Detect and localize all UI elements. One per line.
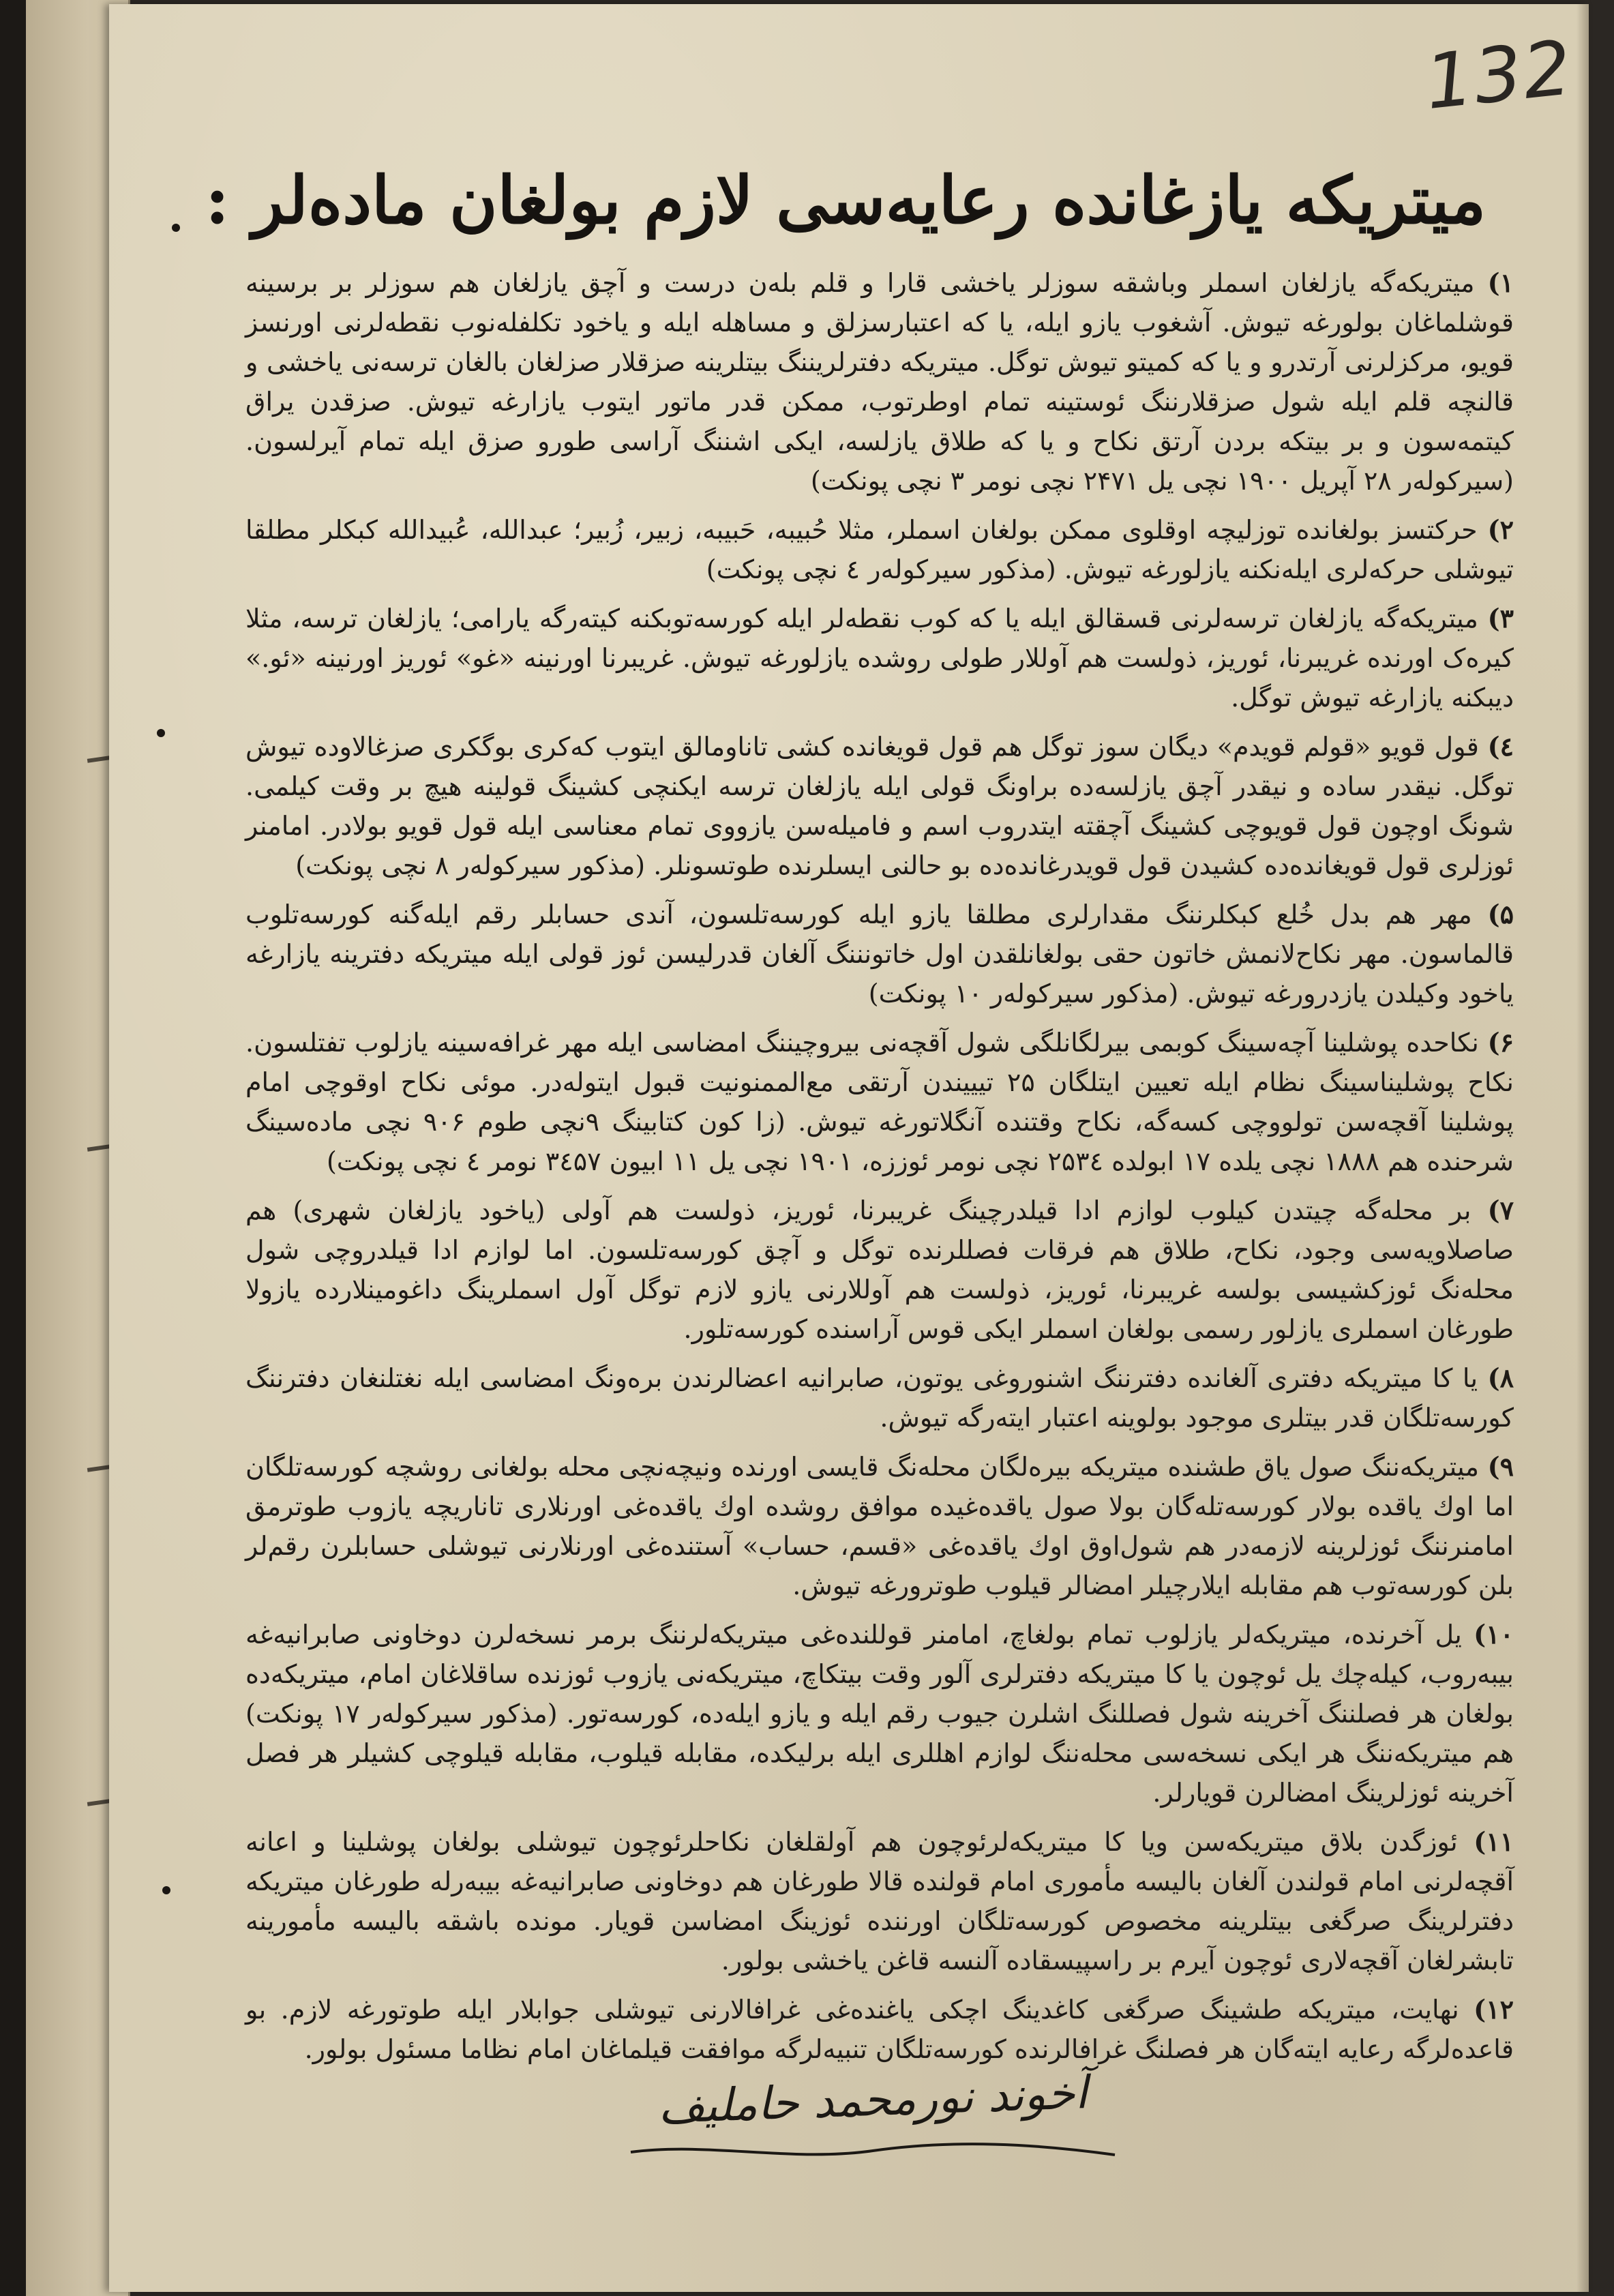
paragraph-number: ۸): [1487, 1362, 1514, 1393]
margin-mark: [157, 729, 165, 737]
paragraph-number: ۱۰): [1474, 1619, 1514, 1650]
document-title: میتریکه یازغانده رعایه‌سی لازم بولغان ماده‌لر :: [205, 162, 1486, 239]
paragraph-6: [245, 1023, 1514, 1181]
margin-mark: [172, 224, 180, 232]
paragraph-number: ۷): [1487, 1195, 1514, 1225]
paragraph-5: [245, 895, 1514, 1013]
paragraph-text: یا کا میتریکه دفتری آلغانده دفترننگ اشنوروغی یوتون، صابرانیه اعضالرندن بره‌ونگ امضاسی ایله نغتلنغان دفترننگ کورسه‌تلگان قدر بیتلری موجود بولوینه اعتبار ایته‌رگه تیوش.: [245, 1363, 1514, 1433]
paragraph-number: ۲): [1487, 514, 1514, 545]
paragraph-number: ۱۱): [1474, 1826, 1514, 1857]
paragraph-text: میتریکه‌گه یازلغان ترسه‌لرنی قسقالق ایله یا که کوب نقطه‌لر ایله کورسه‌توبکنه کیته‌رگه یارامی؛ یازلغان ترسه، مثلا کیره‌ک اورنده غریبرنا، ئوریز، ذولست هم آوللار طولی روشده یازلورغه تیوش. غریبرنا اورنینه «غو» ئوریز اورنینه «ئو.» دیبکنه یازارغه تیوش توگل.: [245, 603, 1514, 713]
signature-flourish: [627, 2138, 1118, 2166]
paragraph-4: [245, 727, 1514, 885]
paragraph-text: ئوزگدن بلاق میتریکه‌سن ویا کا میتریکه‌لرئوچون هم آولقلغان نکاحلرئوچون تیوشلی بولغان پوشلینا و اعانه آقچه‌لرنی امام قولندن آلغان بالیسه مأموری امام قولنده قالا طورغان هم دوخاونی صابرانیه‌غه بیبه‌رله طورغان میتریکه دفترلرینگ صرگغی بیتلرینه مخصوص کورسه‌تلگان اورننده ئوزینگ امضاسن قویار. مونده باشقه بالیسه مأمورینه تابشرلغان آقچه‌لاری ئوچون آیرم بر راسپیسقاده آلنسه قاغن یاخشی بولور.: [245, 1827, 1514, 1976]
paragraph-8: [245, 1358, 1514, 1437]
binding-strip: [0, 0, 26, 2296]
paragraph-text: نهایت، میتریکه طشینگ صرگغی کاغدینگ اچکی یاغنده‌غی غرافالارنی تیوشلی جوابلار ایله طوتورغه لازم. بو قاعده‌لرگه رعایه ایته‌گان هر فصلنگ غرافالرنده کورسه‌تلگان تنبیه‌لرگه موافقت قیلماغان امام نظاما مسئول بولور.: [245, 1995, 1514, 2064]
paragraph-number: ۹): [1487, 1451, 1514, 1482]
paragraph-7: [245, 1191, 1514, 1349]
paragraph-text: میتریکه‌گه یازلغان اسملر وباشقه سوزلر یاخشی قارا و قلم بله‌ن درست و آچق یازلغان هم سوزلر بر برسینه قوشلماغان بولورغه تیوش. آشغوب یازو ایله، یا که اعتبارسزلق و مساهله ایله و یاخود تکلفله‌نوب نقطه‌لرنی اورنسز قویو، مرکزلرنی آرتدرو و یا که کمیتو تیوش توگل. میتریکه دفترلریننگ بیتلرینه صزقلار صزلغان بالغان ترسه‌نی یاخشی و قالنچه قلم ایله شول صزقلارننگ ئوستینه تمام اوطرتوب، ممکن قدر ماتور ایتوب یازارغه تیوش. صزقدن یراق کیتمه‌سون و بر بیتکه بردن آرتق نکاح و یا که طلاق یازلسه، ایکی اشننگ آراسی طورو صزق ایله تمام آیرلسون. (سیرکوله‌ر ۲۸ آپریل ۱۹۰۰ نچی یل ۲۴۷۱ نچی نومر ۳ نچی پونکت): [245, 268, 1514, 496]
paragraph-number: ۱۲): [1474, 1994, 1514, 2025]
paragraph-number: ۶): [1487, 1027, 1514, 1058]
paragraph-text: بر محله‌گه چیتدن کیلوب لوازم ادا قیلدرچینگ غریبرنا، ئوریز، ذولست هم آولی (یاخود یازلغان شهری) هم صاصلاویه‌سی وجود، نکاح، طلاق هم فرقات فصللرنده توگل و آچق کورسه‌تلسون. اما لوازم ادا قیلدروچی شول محله‌نگ ئوزکشیسی بولسه غریبرنا، ئوریز، ذولست هم آوللارنی یازو لازم توگل آول اسملرینگ داغومینلارده یازولا طورغان اسملری یازلور رسمی بولغان اسملر ایکی قوس آراسنده کورسه‌تلور.: [245, 1195, 1514, 1344]
document-body: [245, 263, 1514, 2078]
paragraph-2: [245, 510, 1514, 589]
paragraph-12: [245, 1990, 1514, 2069]
paragraph-9: [245, 1447, 1514, 1605]
paragraph-text: یل آخرنده، میتریکه‌لر یازلوب تمام بولغاچ، امامنر قوللنده‌غی میتریکه‌لرننگ برمر نسخه‌لرن دوخاونی صابرانیه‌غه بیبه‌روب، کیله‌چك یل ئوچون یا کا میتریکه دفترلری آلور وقت بیتکاچ، میتریکه‌نی یازوب ئوزنده ساقلاغان امام، میتریکه‌ده بولغان هر فصلننگ آخرینه شول فصللنگ اشلرن جیوب رقم ایله و یازو ایله‌ده، کورسه‌تور. (مذکور سیرکوله‌ر ۱۷ پونکت) هم میتریکه‌ننگ هر ایکی نسخه‌سی محله‌ننگ لوازم اهللری ایله برلیکده، مقابله قیلوب، مقابله قیلوچی کشیلر هر فصل آخرینه ئوزلرینگ امضالرن قویارلر.: [245, 1620, 1514, 1808]
paragraph-number: ۳): [1487, 603, 1514, 633]
page-number: 132: [1420, 24, 1577, 126]
paragraph-text: نکاحده پوشلینا آچه‌سینگ کوبمی بیرلگانلگی شول آقچه‌نی بیروچیننگ امضاسی ایله مهر غرافه‌سینه یازلوب تفتلسون. نکاح پوشلیناسینگ نظام ایله تعیین ایتلگان ۲۵ تیییندن آرتقی مع‌الممنونیت قبول ایتوله‌در. موئی نکاح اوقوچی امام پوشلینا آقچه‌سن تولووچی کسه‌گه، نکاح وقتنده آنگلاتورغه تیوش. (زا کون کتابینگ ۹نچی طوم ۹۰۶ نچی ماده‌سینگ شرحنده هم ۱۸۸۸ نچی یلده ۱۷ ابولده ۲۵۳٤ نچی نومر ئوززه، ۱۹۰۱ نچی یل ۱۱ ابیون ۳٤۵۷ نومر ٤ نچی پونکت): [245, 1028, 1514, 1176]
signature: آخوند نورمحمد حاملیف: [657, 2066, 1088, 2134]
paragraph-text: قول قویو «قولم قویدم» دیگان سوز توگل هم قول قویغانده کشی تاناومالق ایتوب که‌کری بوگکری صزغالاوده تیوش توگل. نیقدر ساده و نیقدر آچق یازلسه‌ده براونگ قولی ایله یازلغان ترسه ایکنچی کشینگ قولینه هیچ بر وقت کیلمی. شونگ اوچون قول قویوچی کشینگ آچقته ایتدروب اسم و فامیله‌سن یازووی تمام معناسی ایله قول قویو بولادر. امامنر ئوزلری قول قویغانده‌ده کشیدن قول قویدرغانده‌ده بو حالنی ایسلرنده طوتسونلر. (مذکور سیرکوله‌ر ۸ نچی پونکت): [245, 732, 1514, 880]
paragraph-3: [245, 599, 1514, 717]
paragraph-10: [245, 1615, 1514, 1813]
paragraph-number: ۵): [1487, 899, 1514, 929]
margin-mark: [162, 1886, 170, 1894]
paragraph-text: میتریکه‌ننگ صول یاق طشنده میتریکه بیره‌لگان محله‌نگ قایسی اورنده ونیچه‌نچی محله بولغانی روشچه کورسه‌تلگان اما اوك یاقده بولار کورسه‌تله‌گان بولا صول یاقده‌غیده موافق روشده اوك یاقده‌غی اورنلاری تاناریچه یازوب طوترمق امامنرننگ ئوزلرینه لازمه‌در هم شول‌اوق اوك یاقده‌غی «قسم، حساب» آستنده‌غی اورنلارنی تیوشلی حسابلرن رقم‌لر بلن کورسه‌توب هم مقابله ایلارچیلر امضالر قیلوب طوترورغه تیوش.: [245, 1452, 1514, 1600]
paragraph-number: ٤): [1487, 731, 1514, 762]
paragraph-11: [245, 1822, 1514, 1980]
paragraph-number: ۱): [1487, 267, 1514, 298]
paragraph-text: حرکتسز بولغانده توزلیچه اوقلوی ممکن بولغان اسملر، مثلا حُبیبه، حَبیبه، زبیر، زُبیر؛ عبدالله، عُبیدالله کبکلر مطلقا تیوشلی حرکه‌لری ایله‌نکنه یازلورغه تیوش. (مذکور سیرکوله‌ر ٤ نچی پونکت): [245, 515, 1514, 584]
paragraph-1: [245, 263, 1514, 501]
page-edge-shadow: [1576, 4, 1589, 2292]
document-page: [109, 4, 1589, 2292]
paragraph-text: مهر هم بدل خُلع کبکلرننگ مقدارلری مطلقا یازو ایله کورسه‌تلسون، آندی حسابلر رقم ایله‌گنه کورسه‌تلوب قالماسون. مهر نکاح‌لانمش خاتون حقی بولغانلقدن اول خاتونننگ آلغان قدرلیسن ئوز قولی ایله میتریکه دفترینه یازارغه یاخود وکیلدن یازدرورغه تیوش. (مذکور سیرکوله‌ر ۱۰ پونکت): [245, 899, 1514, 1009]
